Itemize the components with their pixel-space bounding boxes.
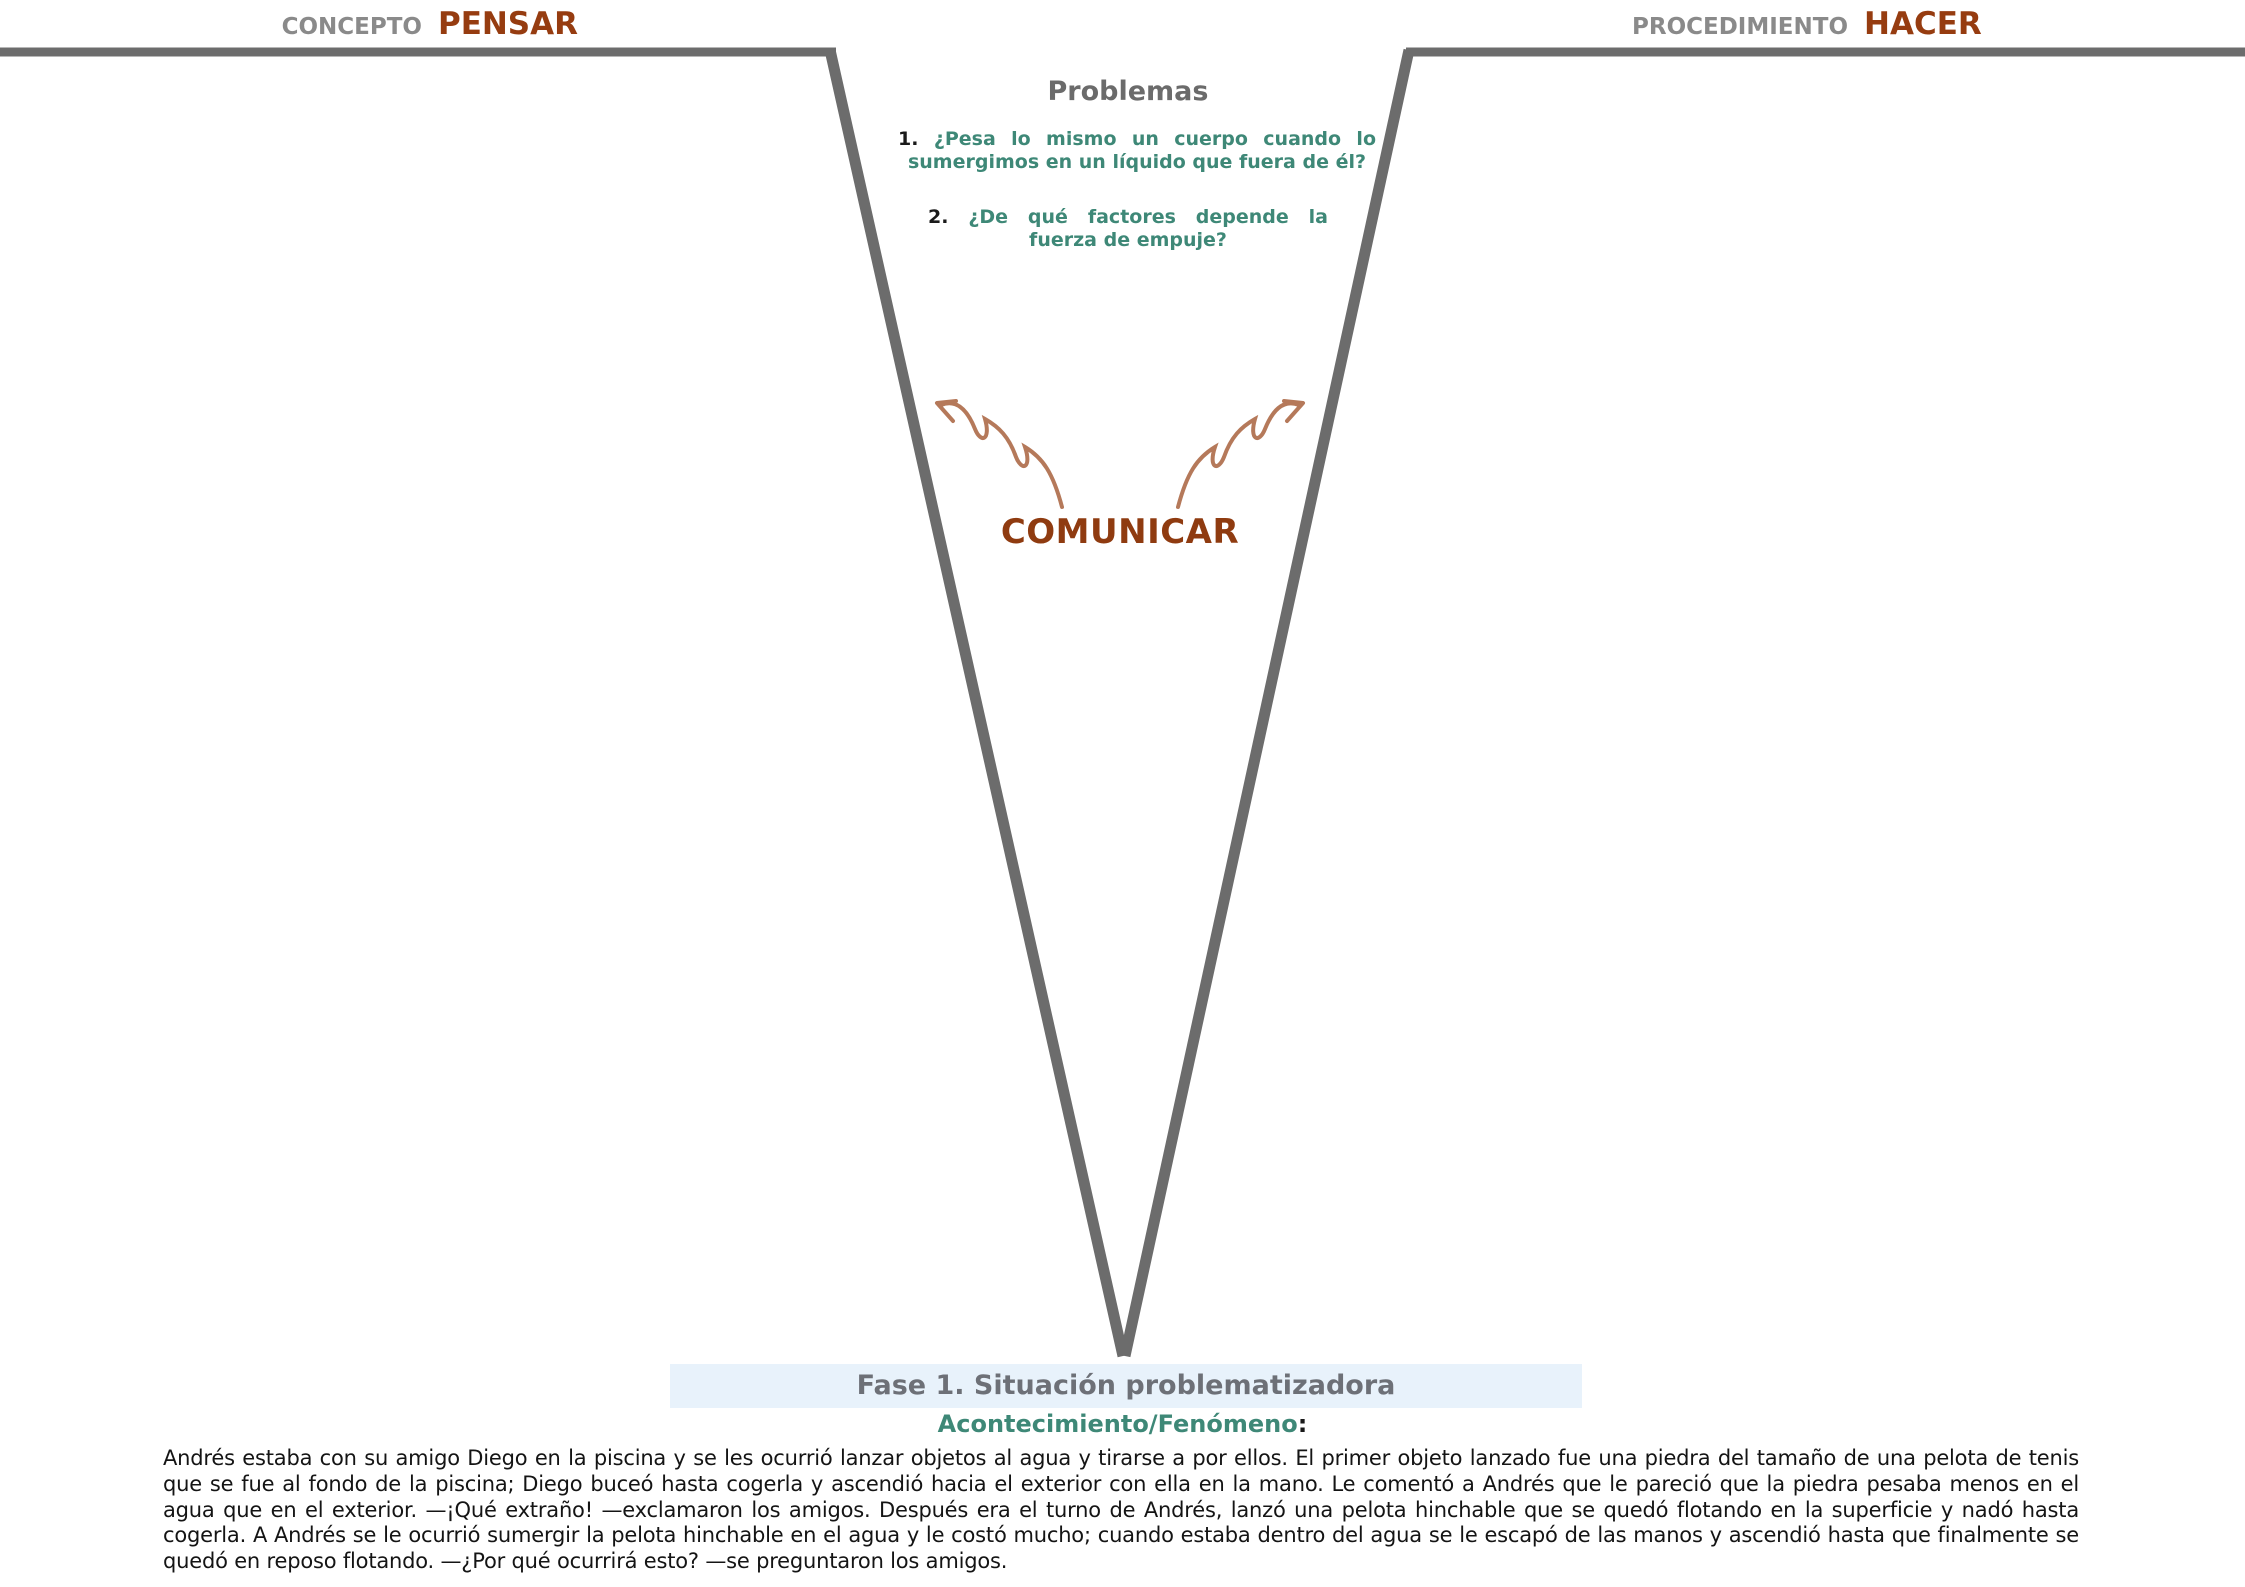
problem-1-text: ¿Pesa lo mismo un cuerpo cuando lo sumergimos en un líquido que fuera de él? (907, 128, 1377, 173)
header-procedure (1632, 6, 1982, 42)
problem-question-1 (898, 128, 1376, 173)
problem-question-2 (928, 206, 1328, 251)
communicate-arrow-left (941, 403, 1062, 507)
procedure-word-hacer: HACER (1864, 6, 1982, 42)
problems-title: Problemas (1047, 76, 1209, 107)
communicate-arrow-right (1178, 403, 1299, 507)
phase-subtitle-label: Acontecimiento/Fenómeno (937, 1410, 1298, 1438)
problem-1-number: 1. (898, 128, 919, 150)
concept-label: CONCEPTO (281, 14, 422, 40)
communicate-label: COMUNICAR (1000, 512, 1240, 552)
problem-2-text: ¿De qué factores depende la fuerza de empuje? (968, 206, 1328, 251)
concept-word-pensar: PENSAR (437, 6, 578, 42)
phase-subtitle-colon: : (1297, 1410, 1308, 1438)
phase-title-banner: Fase 1. Situación problematizadora (670, 1364, 1582, 1408)
header-concept (0, 6, 578, 42)
procedure-label: PROCEDIMIENTO (1632, 14, 1849, 40)
problem-2-number: 2. (928, 206, 949, 228)
phase-subtitle (0, 1410, 2245, 1438)
phase-body-paragraph: Andrés estaba con su amigo Diego en la piscina y se les ocurrió lanzar objetos al agua y tirarse a por ellos. El primer objeto lanzado fue una piedra del tamaño de una pelota de tenis que se fue al fondo de la piscina; Diego buceó hasta cogerla y ascendió hacia el exterior con ella en la mano. Le comentó a Andrés que le pareció que la piedra pesaba menos en el agua que en el exterior. —¡Qué extraño! —exclamaron los amigos. Después era el turno de Andrés, lanzó una pelota hinchable que se quedó flotando en la superficie y nadó hasta cogerla. A Andrés se le ocurrió sumergir la pelota hinchable en el agua y le costó mucho; cuando estaba dentro del agua se le escapó de las manos y ascendió hasta que finalmente se quedó en reposo flotando. —¿Por qué ocurrirá esto? —se preguntaron los amigos. (163, 1446, 2079, 1574)
